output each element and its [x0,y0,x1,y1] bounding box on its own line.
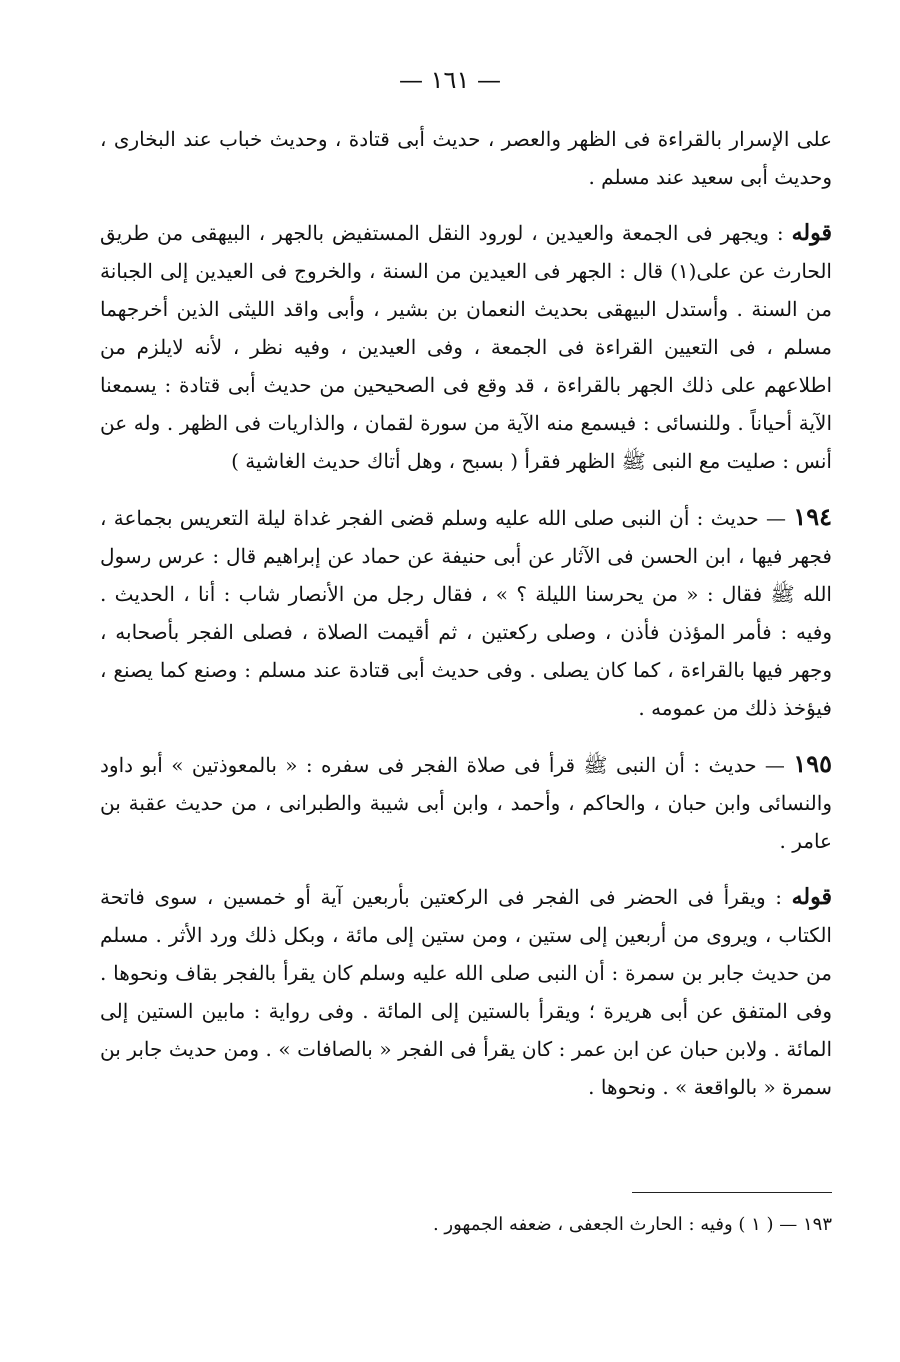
hadith-number: ١٩٤ [793,502,832,531]
page-number: — ١٦١ — [399,66,501,94]
paragraph-text: — حديث : أن النبى ﷺ قرأ فى صلاة الفجر فى سفره : « بالمعوذتين » أبو داود والنسائى وابن حبان ، والحاكم ، وأحمد ، وابن أبى شيبة والطبرانى ، من حديث عقبة بن عامر . [100,753,832,853]
hadith-195 [100,745,832,860]
paragraph-qawluh-fajr [100,878,832,1106]
paragraph-text: : ويجهر فى الجمعة والعيدين ، لورود النقل المستفيض بالجهر ، البيهقى من طريق الحارث عن على(١) قال : الجهر فى العيدين من السنة ، والخروج فى العيدين إلى الجبانة من السنة . وأستدل البيهقى بحديث النعمان بن بشير ، وأبى واقد الليثى الذين أخرجهما مسلم ، فى التعيين القراءة فى الجمعة ، وفى العيدين ، وفيه نظر ، لأنه لايلزم من اطلاعهم على ذلك الجهر بالقراءة ، قد وقع فى الصحيحين من حديث أبى قتادة : يسمعنا الآية أحياناً . وللنسائى : فيسمع منه الآية من سورة لقمان ، والذاريات فى الظهر . وله عن أنس : صليت مع النبى ﷺ الظهر فقرأ ( بسبح ، وهل أتاك حديث الغاشية ) [100,221,832,473]
paragraph-intro [100,120,832,196]
paragraph-text: : ويقرأ فى الحضر فى الفجر فى الركعتين بأربعين آية أو خمسين ، سوى فاتحة الكتاب ، ويروى من أربعين إلى ستين ، ومن ستين إلى مائة ، وبكل ذلك ورد الأثر . مسلم من حديث جابر بن سمرة : أن النبى صلى الله عليه وسلم كان يقرأ بالفجر بقاف ونحوها . وفى المتفق عن أبى هريرة ؛ ويقرأ بالستين إلى المائة . وفى رواية : مابين الستين إلى المائة . ولابن حبان عن ابن عمر : كان يقرأ فى الفجر « بالصافات » . ومن حديث جابر بن سمرة « بالواقعة » . ونحوها . [100,885,832,1099]
page-body [100,120,832,1106]
paragraph-qawluh-jahr [100,214,832,480]
paragraph-text: على الإسرار بالقراءة فى الظهر والعصر ، حديث أبى قتادة ، وحديث خباب عند البخارى ، وحديث أبى سعيد عند مسلم . [100,127,832,189]
footnote: ١٩٣ — ( ١ ) وفيه : الحارث الجعفى ، ضعفه الجمهور . [432,1214,832,1235]
paragraph-text: — حديث : أن النبى صلى الله عليه وسلم قضى الفجر غداة ليلة التعريس بجماعة ، فجهر فيها ، ابن الحسن فى الآثار عن أبى حنيفة عن حماد عن إبراهيم قال : عرس رسول الله ﷺ فقال : « من يحرسنا الليلة ؟ » ، فقال رجل من الأنصار شاب : أنا ، الحديث . وفيه : فأمر المؤذن فأذن ، وصلى ركعتين ، ثم أقيمت الصلاة ، فصلى الفجر بأصحابه ، وجهر فيها بالقراءة ، كما كان يصلى . وفى حديث أبى قتادة عند مسلم : وصنع كما يصنع ، فيؤخذ ذلك من عمومه . [100,506,832,720]
footnote-divider [632,1192,832,1193]
paragraph-lead: قوله [791,884,832,910]
paragraph-lead: قوله [791,220,832,246]
hadith-number: ١٩٥ [793,749,832,778]
hadith-194 [100,498,832,727]
